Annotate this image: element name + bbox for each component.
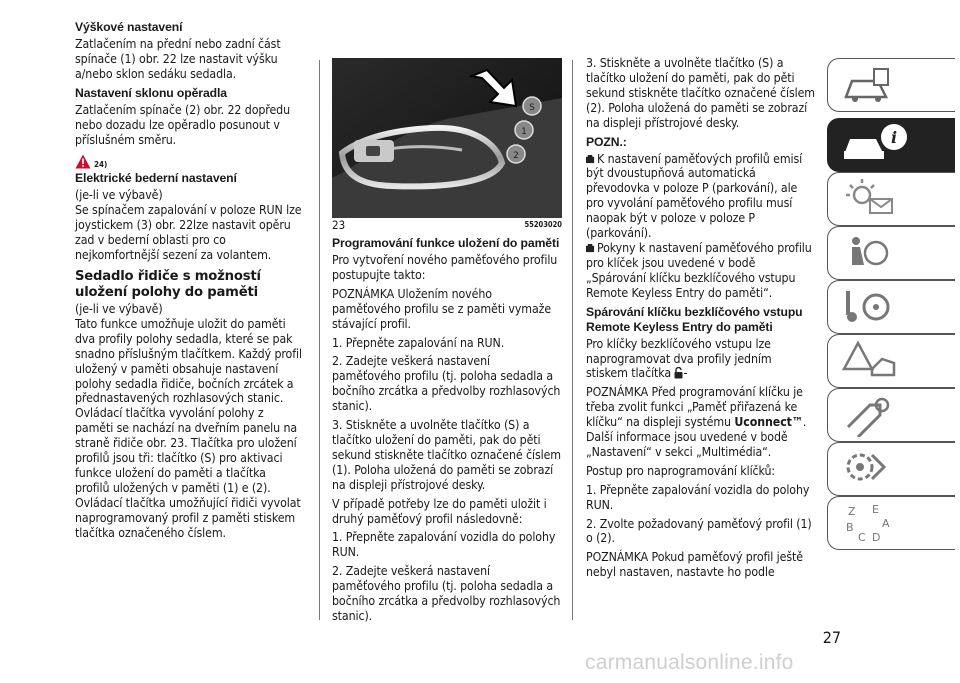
step: 2. Zadejte veškerá nastavení paměťového profilu (tj. poloha sedadla a bočního zrcátka a předvolby rozhlasových stanic). [332,564,561,623]
paragraph: POZNÁMKA Uložením nového paměťového profilu se z paměti vymaže stávající profil. [332,286,552,331]
paragraph: Pro vytvoření nového paměťového profilu postupujte takto: [332,253,558,282]
paragraph: POZNÁMKA Pokud paměťový profil ještě nebyl nastaven, nastavte ho podle [586,550,803,580]
column-right [586,56,816,584]
tab-safety[interactable] [827,226,955,280]
paragraph: (je-li ve výbavě) [75,301,163,316]
step: 1. Přepněte zapalování vozidla do polohy RUN. [332,530,556,560]
note-item: Pokyny k nastavení paměťového profilu pro klíček jsou uvedené v bodě „Spárování klíčku bezklíčového vstupu Remote Keyless Entry do paměti“. [586,240,812,300]
svg-text:i: i [890,128,898,147]
lights-mail-icon [842,177,902,221]
column-divider [319,60,320,620]
heading-programming: Programování funkce uložení do paměti [332,236,560,250]
step: 2. Zvolte požadovaný paměťový profil (1) o (2). [586,516,812,546]
step: 2. Zadejte veškerá nastavení paměťového profilu (tj. poloha sedadla a bočního zrcátka a předvolby rozhlasových stanic). [332,354,561,414]
svg-text:2: 2 [513,151,519,161]
section-title-memory-seat: Sedadlo řidiče s možností uložení polohy do paměti [75,268,261,300]
figure-code: 55203020 [524,220,562,229]
figure-caption [332,218,562,232]
svg-text:C: C [858,531,866,544]
paragraph: POZNÁMKA Před programování klíčku je třeba zvolit funkci „Paměť přiřazená ke klíčku“ na displeji systému Uconnect™. Další informace jsou uvedené v bodě „Nastavení“ v sekci „Multimédia“. [586,385,807,459]
svg-text:1: 1 [521,127,527,137]
paragraph: Postup pro naprogramování klíčků: [586,463,776,478]
car-dashboard-icon [842,63,892,107]
tab-multimedia[interactable] [827,442,955,496]
door-panel-photo [332,58,562,218]
svg-text:E: E [872,503,879,516]
column-divider [572,60,573,620]
warning-ref-number: 24) [94,160,108,170]
column-left [75,20,303,544]
car-info-icon [842,123,912,167]
paragraph: Ovládací tlačítka vyvolání polohy z paměti se nachází na dveřním panelu na straně řidiče obr. 23. Tlačítka pro uložení profilů jsou tři: tlačítko (S) pro aktivaci funkce uložení do paměti a tlačítka profilů uložených v paměti (1) e (2). Ovládací tlačítka umožňující řidiči vyvolat naprogramovaný profil z paměti stiskem tlačítka označeného číslem. [75,406,301,540]
paragraph: Tato funkce umožňuje uložit do paměti dva profily polohy sedadla, které se pak snadno příslušným tlačítkem. Každý profil uložený v paměti obsahuje nastavení polohy sedadla řidiče, bočních zrcátek a přednastavených rozhlasových stanic. [75,316,302,406]
tab-dashboard[interactable] [827,58,955,112]
paragraph: (je-li ve výbavě) [75,188,163,203]
step: 3. Stiskněte a uvolněte tlačítko (S) a tlačítko uložení do paměti, pak do pěti sekund stiskněte tlačítko označené číslem (2). Poloha uložená do paměti se zobrazí na displeji přístrojové desky. [586,56,815,130]
heading-key-pairing: Spárování klíčku bezklíčového vstupu Remote Keyless Entry do paměti [586,304,803,334]
tab-lights[interactable] [827,172,955,226]
watermark: carmanualsonline.info [585,651,794,674]
svg-text:D: D [872,531,881,544]
door-panel-memory-buttons-image [332,58,562,218]
tab-starting[interactable] [827,280,955,334]
column-middle [332,20,562,628]
airbag-icon [842,231,902,275]
index-abc-icon [842,501,902,545]
heading-backrest: Nastavení sklonu opěradla [75,85,227,100]
svg-text:B: B [846,521,854,534]
service-icon [842,393,902,437]
figure-number: 23 [332,218,346,232]
paragraph: V případě potřeby lze do paměti uložit i druhý paměťový profil následovně: [332,496,547,526]
car-bullet-icon [586,244,595,253]
paragraph: Se spínačem zapalování v poloze RUN lze joystickem (3) obr. 22lze nastavit opěru zad v bederní oblasti pro co nejkomfortnější sezení za volantem. [75,203,302,263]
breakdown-icon [842,339,902,383]
heading-height-adjust: Výškové nastavení [75,20,183,34]
car-bullet-icon [586,155,595,164]
svg-text:Z: Z [848,505,856,518]
tab-emergency[interactable] [827,334,955,388]
warning-reference [75,151,303,169]
paragraph: Zatlačením na přední nebo zadní část spínače (1) obr. 22 lze nastavit výšku a/nebo sklon sedáku sedadla. [75,37,281,81]
tab-index[interactable] [827,496,955,550]
page-number: 27 [822,628,841,647]
svg-text:S: S [529,103,535,113]
paragraph: Zatlačením spínače (2) obr. 22 dopředu nebo dozadu lze opěradlo posunout v příslušném směru. [75,102,291,147]
step: 3. Stiskněte a uvolněte tlačítko (S) a tlačítko uložení do paměti, pak do pěti sekund stiskněte tlačítko označené číslem (1). Poloha uložená do paměti se zobrazí na displeji přístrojové desky. [332,418,561,492]
svg-text:A: A [882,517,890,530]
navigation-icon [842,447,902,491]
steering-tools-icon [842,285,902,329]
heading-note: POZN.: [586,134,627,149]
note-item: K nastavení paměťových profilů emisí být dvoustupňová automatická převodovka v poloze P (parkování), ale pro vyvolání paměťového profilu musí naopak být v poloze v poloze P (parkování). [586,151,803,241]
step: 1. Přepněte zapalování vozidla do polohy RUN. [586,482,810,512]
heading-lumbar: Elektrické bederní nastavení [75,171,237,186]
tab-car-info[interactable] [827,118,955,172]
tab-maintenance[interactable] [827,388,955,442]
step: 1. Přepněte zapalování na RUN. [332,335,505,350]
paragraph: Pro klíčky bezklíčového vstupu lze naprogramovat dva profily jedním stiskem tlačítka - [586,336,772,381]
warning-triangle-icon [75,154,91,169]
